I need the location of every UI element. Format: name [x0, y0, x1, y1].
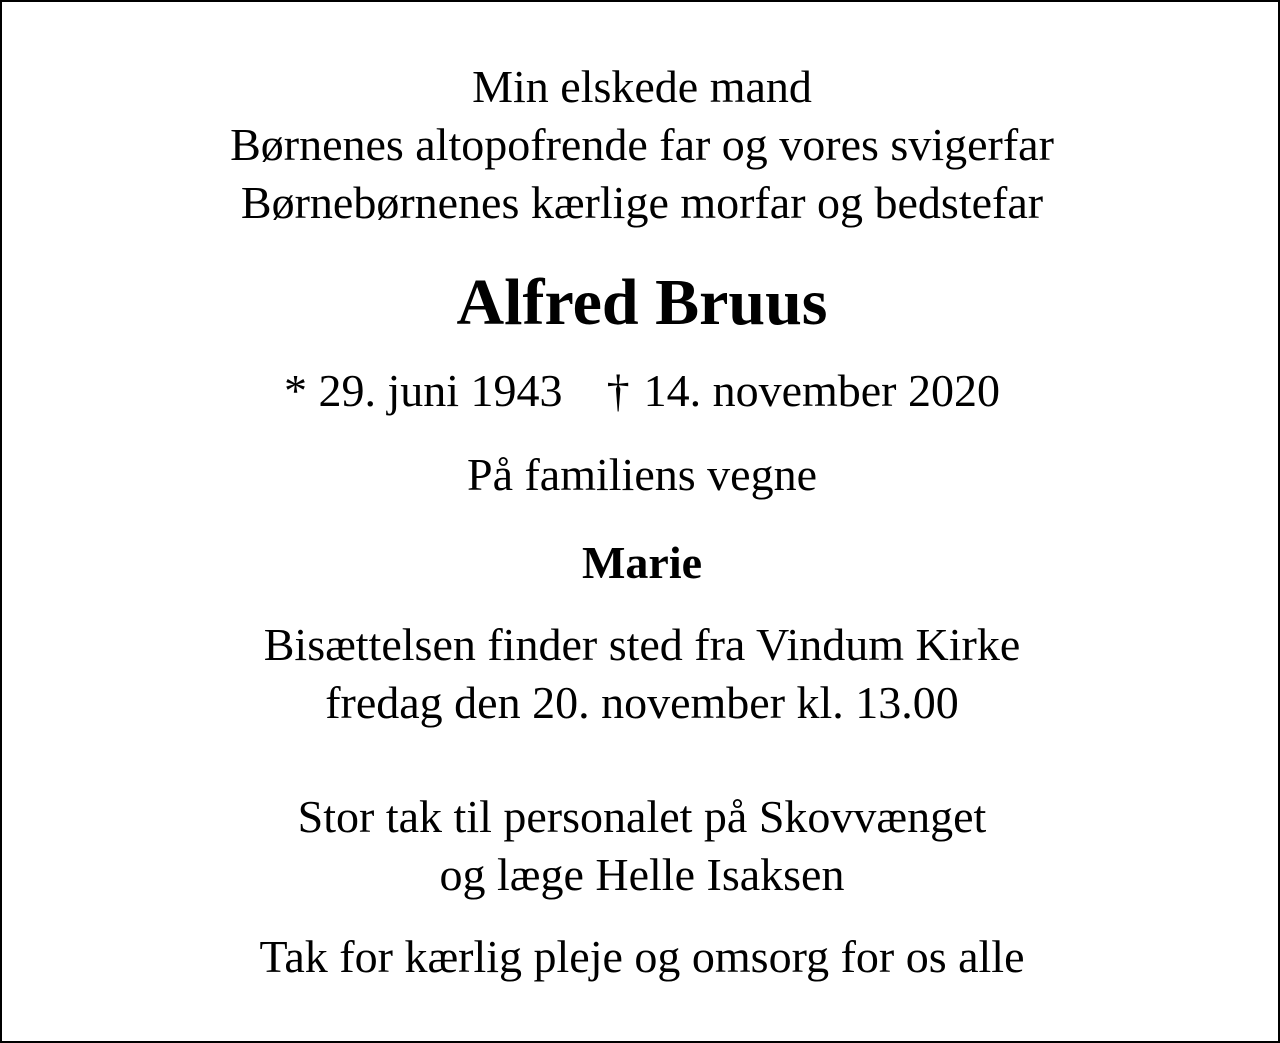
life-dates — [2, 365, 1280, 416]
thanks-line-2: og læge Helle Isaksen — [439, 849, 845, 900]
intro-line-3: Børnebørnenes kærlige morfar og bedstefar — [240, 177, 1044, 228]
ceremony-line-2: fredag den 20. november kl. 13.00 — [325, 677, 959, 728]
closing-text: Tak for kærlig pleje og omsorg for os alle — [259, 931, 1025, 982]
birth-date: 29. juni 1943 — [318, 365, 563, 416]
birth-symbol: * — [284, 365, 307, 416]
on-behalf-text: På familiens vegne — [466, 449, 817, 500]
death-date: 14. november 2020 — [643, 365, 1000, 416]
ceremony-line-1: Bisættelsen finder sted fra Vindum Kirke — [263, 619, 1021, 670]
thanks-line-1: Stor tak til personalet på Skovvænget — [297, 791, 987, 842]
deceased-name: Alfred Bruus — [456, 266, 828, 339]
signer-name: Marie — [581, 537, 703, 588]
intro-line-2: Børnenes altopofrende far og vores svigerfar — [230, 119, 1054, 170]
intro-line-1: Min elskede mand — [472, 61, 812, 112]
death-symbol: † — [606, 365, 630, 416]
